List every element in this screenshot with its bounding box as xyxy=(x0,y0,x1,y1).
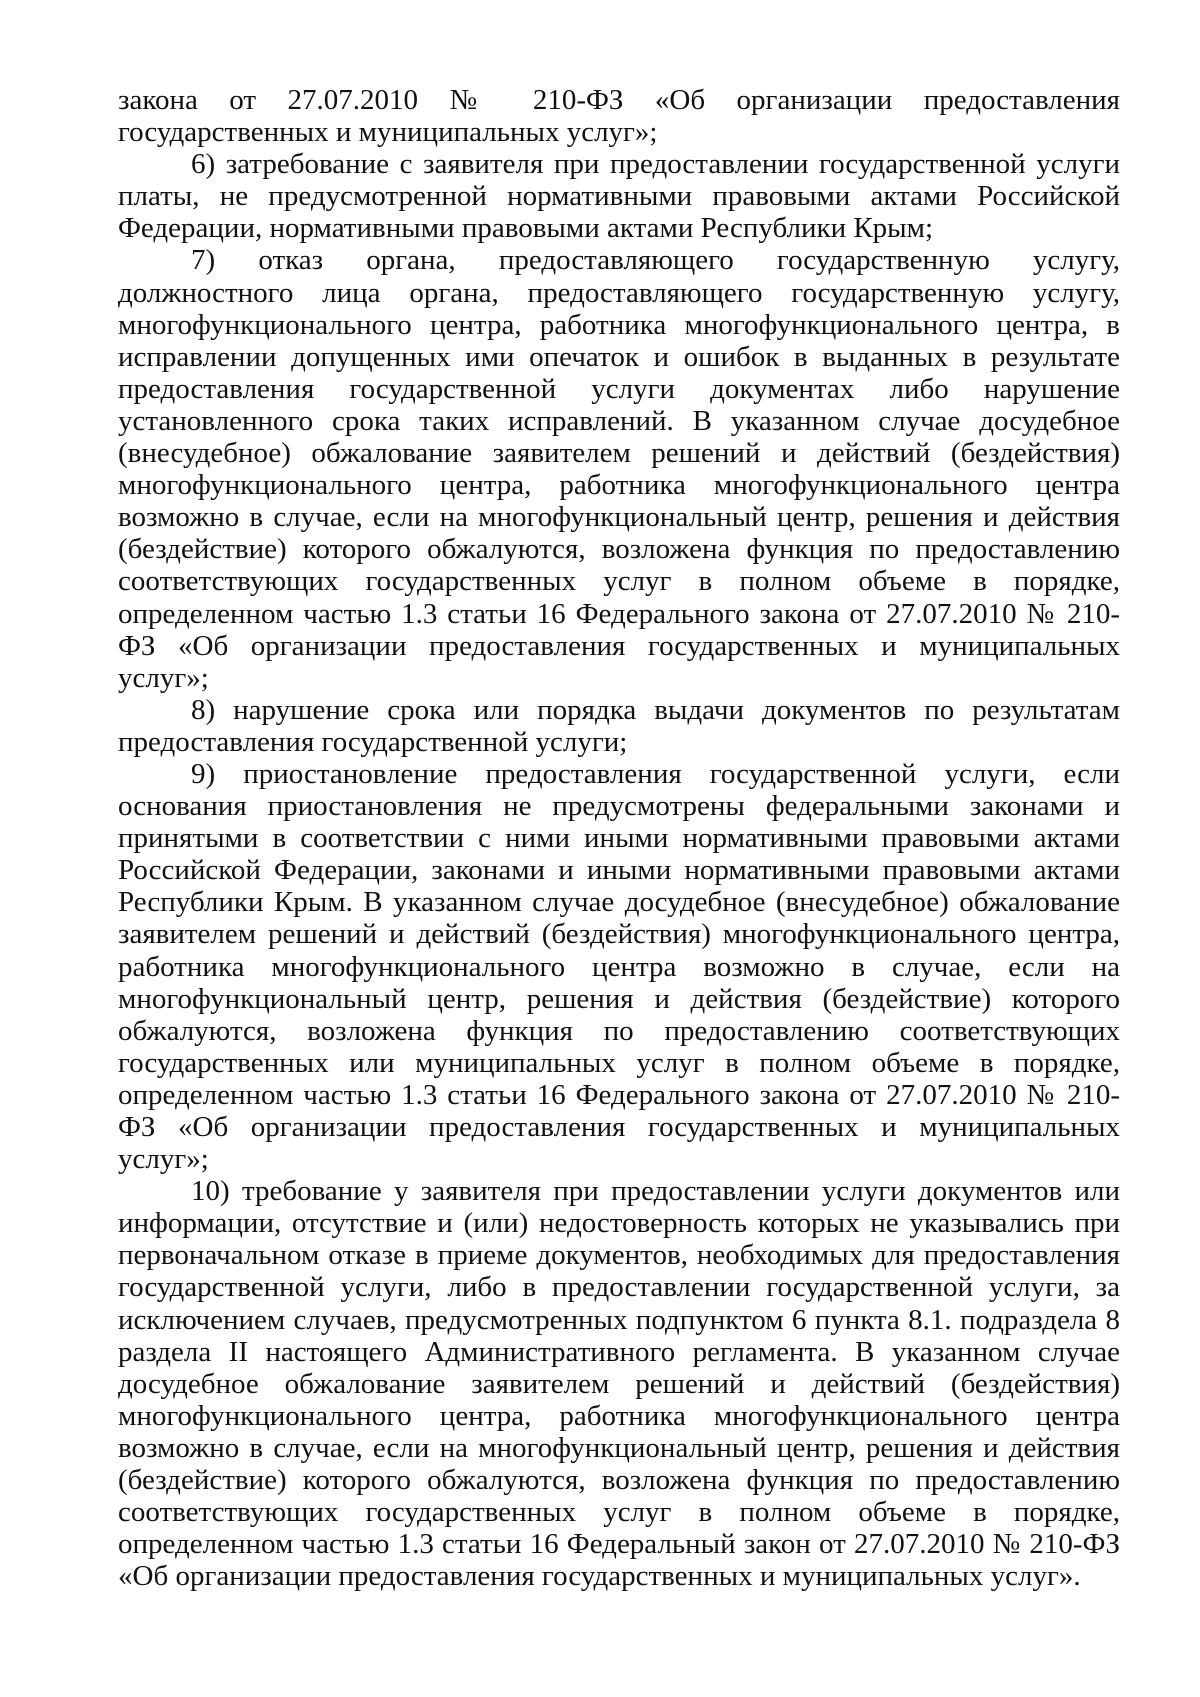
paragraph-item-8: 8) нарушение срока или порядка выдачи документов по результатам предоставления государственной услуги; xyxy=(118,693,1120,758)
paragraph-item-6: 6) затребование с заявителя при предоставлении государственной услуги платы, не предусмотренной нормативными правовыми актами Российской Федерации, нормативными правовыми актами Республики Крым; xyxy=(118,148,1120,245)
document-body xyxy=(118,84,1120,1592)
paragraph-continuation: закона от 27.07.2010 № 210-ФЗ «Об организации предоставления государственных и муниципальных услуг»; xyxy=(118,84,1120,149)
paragraph-item-9: 9) приостановление предоставления государственной услуги, если основания приостановления не предусмотрены федеральными законами и принятыми в соответствии с ними иными нормативными правовыми актами Российской Федерации, законами и иными нормативными правовыми актами Республики Крым. В указанном случае досудебное (внесудебное) обжалование заявителем решений и действий (бездействия) многофункционального центра, работника многофункционального центра возможно в случае, если на многофункциональный центр, решения и действия (бездействие) которого обжалуются, возложена функция по предоставлению соответствующих государственных или муниципальных услуг в полном объеме в порядке, определенном частью 1.3 статьи 16 Федерального закона от 27.07.2010 № 210-ФЗ «Об организации предоставления государственных и муниципальных услуг»; xyxy=(118,757,1120,1176)
paragraph-item-10: 10) требование у заявителя при предоставлении услуги документов или информации, отсутствие и (или) недостоверность которых не указывались при первоначальном отказе в приеме документов, необходимых для предоставления государственной услуги, либо в предоставлении государственной услуги, за исключением случаев, предусмотренных подпунктом 6 пункта 8.1. подраздела 8 раздела II настоящего Административного регламента. В указанном случае досудебное обжалование заявителем решений и действий (бездействия) многофункционального центра, работника многофункционального центра возможно в случае, если на многофункциональный центр, решения и действия (бездействие) которого обжалуются, возложена функция по предоставлению соответствующих государственных услуг в полном объеме в порядке, определенном частью 1.3 статьи 16 Федеральный закон от 27.07.2010 № 210-ФЗ «Об организации предоставления государственных и муниципальных услуг». xyxy=(118,1175,1120,1593)
paragraph-item-7: 7) отказ органа, предоставляющего государственную услугу, должностного лица органа, предоставляющего государственную услугу, многофункционального центра, работника многофункционального центра, в исправлении допущенных ими опечаток и ошибок в выданных в результате предоставления государственной услуги документах либо нарушение установленного срока таких исправлений. В указанном случае досудебное (внесудебное) обжалование заявителем решений и действий (бездействия) многофункционального центра, работника многофункционального центра возможно в случае, если на многофункциональный центр, решения и действия (бездействие) которого обжалуются, возложена функция по предоставлению соответствующих государственных услуг в полном объеме в порядке, определенном частью 1.3 статьи 16 Федерального закона от 27.07.2010 № 210-ФЗ «Об организации предоставления государственных и муниципальных услуг»; xyxy=(118,244,1120,694)
